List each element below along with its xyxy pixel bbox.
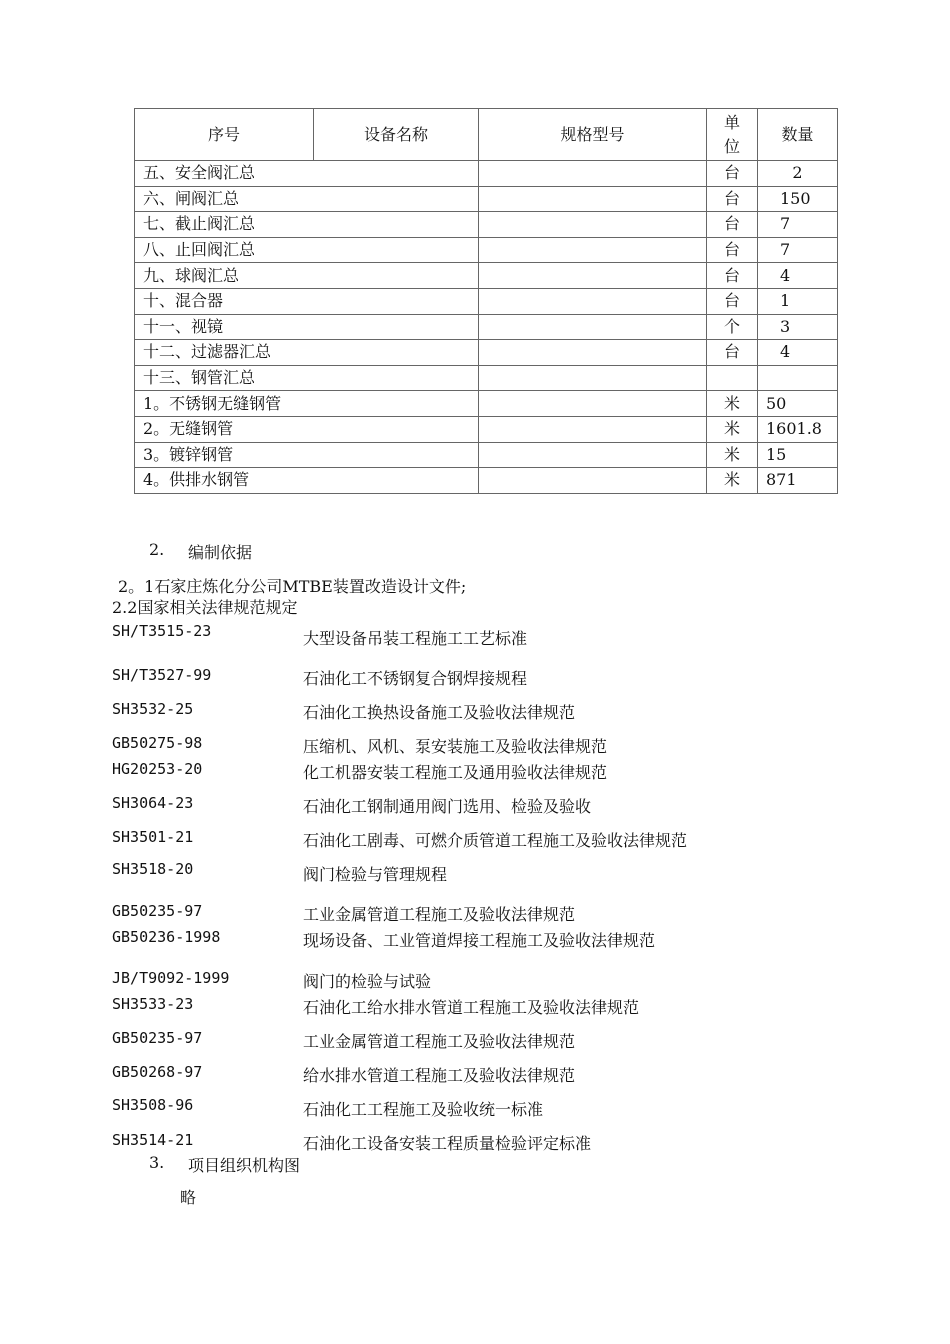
row-qty: 15 [758,442,838,468]
standard-title: 阀门检验与管理规程 [303,865,448,884]
standard-title: 化工机器安装工程施工及通用验收法律规范 [303,763,608,782]
table-row [135,288,838,314]
table-row [135,161,838,187]
standard-code: GB50236-1998 [112,928,221,946]
standard-title: 给水排水管道工程施工及验收法律规范 [303,1066,576,1085]
standard-title: 石油化工换热设备施工及验收法律规范 [303,703,576,722]
section3-number: 3. [149,1153,165,1172]
row-unit: 米 [707,416,758,442]
row-spec [479,442,707,468]
standard-code: GB50275-98 [112,734,203,752]
row-unit: 个 [707,314,758,340]
row-label: 七、截止阀汇总 [135,212,479,238]
row-spec [479,263,707,289]
row-unit: 台 [707,288,758,314]
row-qty: 7 [758,237,838,263]
row-label: 1。不锈钢无缝钢管 [135,391,479,417]
standard-title: 石油化工剧毒、可燃介质管道工程施工及验收法律规范 [303,831,688,850]
row-label: 八、止回阀汇总 [135,237,479,263]
table-row [135,340,838,366]
standard-title: 石油化工钢制通用阀门选用、检验及验收 [303,797,592,816]
standard-code: SH/T3527-99 [112,666,212,684]
row-unit: 台 [707,237,758,263]
row-qty [758,365,838,391]
standard-code: GB50268-97 [112,1063,203,1081]
row-qty: 50 [758,391,838,417]
standard-title: 工业金属管道工程施工及验收法律规范 [303,905,576,924]
table-row [135,263,838,289]
row-label: 九、球阀汇总 [135,263,479,289]
section2-heading: 编制依据 [188,543,253,562]
row-qty: 871 [758,468,838,494]
row-spec [479,391,707,417]
row-spec [479,288,707,314]
standard-code: GB50235-97 [112,902,203,920]
section2-item-1: 2。1石家庄炼化分公司MTBE装置改造设计文件; [118,577,467,596]
table-row [135,442,838,468]
row-unit: 台 [707,186,758,212]
row-spec [479,161,707,187]
standard-title: 石油化工设备安装工程质量检验评定标准 [303,1134,592,1153]
row-label: 十、混合器 [135,288,479,314]
standard-code: SH3533-23 [112,995,194,1013]
table-row [135,365,838,391]
row-qty: 4 [758,263,838,289]
standard-code: JB/T9092-1999 [112,969,230,987]
row-spec [479,314,707,340]
row-spec [479,212,707,238]
row-label: 十三、钢管汇总 [135,365,479,391]
standard-title: 工业金属管道工程施工及验收法律规范 [303,1032,576,1051]
row-unit: 台 [707,263,758,289]
row-qty: 4 [758,340,838,366]
row-unit: 米 [707,468,758,494]
standard-code: SH/T3515-23 [112,622,212,640]
row-qty: 2 [758,161,838,187]
row-qty: 3 [758,314,838,340]
standard-code: SH3508-96 [112,1096,194,1114]
equipment-summary-table [134,108,838,494]
section3-body: 略 [180,1188,197,1207]
standard-title: 大型设备吊装工程施工工艺标准 [303,629,528,648]
row-spec [479,340,707,366]
row-spec [479,237,707,263]
table-row [135,416,838,442]
row-unit [707,365,758,391]
standard-code: SH3064-23 [112,794,194,812]
table-row [135,212,838,238]
row-spec [479,365,707,391]
row-qty: 150 [758,186,838,212]
standard-title: 压缩机、风机、泵安装施工及验收法律规范 [303,737,608,756]
standard-title: 石油化工工程施工及验收统一标准 [303,1100,544,1119]
header-name: 设备名称 [314,109,479,161]
table-row [135,314,838,340]
row-qty: 1 [758,288,838,314]
standard-code: SH3532-25 [112,700,194,718]
row-label: 十一、视镜 [135,314,479,340]
table-header-row [135,109,838,161]
row-spec [479,416,707,442]
row-label: 六、闸阀汇总 [135,186,479,212]
row-label: 十二、过滤器汇总 [135,340,479,366]
row-qty: 1601.8 [758,416,838,442]
standard-code: GB50235-97 [112,1029,203,1047]
standard-code: HG20253-20 [112,760,203,778]
row-unit: 米 [707,391,758,417]
row-label: 2。无缝钢管 [135,416,479,442]
standard-title: 阀门的检验与试验 [303,972,432,991]
row-unit: 台 [707,161,758,187]
standard-title: 石油化工不锈钢复合钢焊接规程 [303,669,528,688]
header-qty: 数量 [758,109,838,161]
section3-heading: 项目组织机构图 [188,1156,301,1175]
row-label: 4。供排水钢管 [135,468,479,494]
row-spec [479,468,707,494]
standard-title: 石油化工给水排水管道工程施工及验收法律规范 [303,998,640,1017]
table-row [135,391,838,417]
section2-item-2: 2.2国家相关法律规范规定 [112,598,298,617]
row-label: 3。镀锌钢管 [135,442,479,468]
table-row [135,186,838,212]
table-row [135,237,838,263]
standard-code: SH3514-21 [112,1131,194,1149]
row-unit: 米 [707,442,758,468]
standard-code: SH3518-20 [112,860,194,878]
header-seq: 序号 [135,109,314,161]
standard-code: SH3501-21 [112,828,194,846]
section2-number: 2. [149,540,165,559]
standard-title: 现场设备、工业管道焊接工程施工及验收法律规范 [303,931,656,950]
header-spec: 规格型号 [479,109,707,161]
row-qty: 7 [758,212,838,238]
header-unit: 单位 [707,109,758,161]
row-spec [479,186,707,212]
table-row [135,468,838,494]
row-unit: 台 [707,340,758,366]
row-label: 五、安全阀汇总 [135,161,479,187]
row-unit: 台 [707,212,758,238]
